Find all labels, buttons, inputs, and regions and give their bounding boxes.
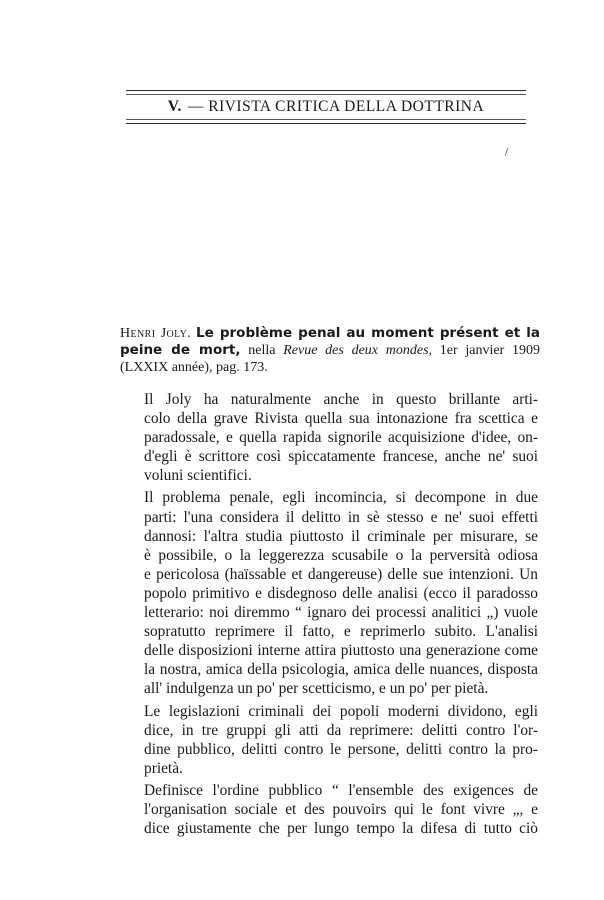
- text-line: Il problema penale, egli incomincia, si decompone in due: [144, 489, 538, 507]
- citation-title: Le problème penal au moment présent et la peine de mort,: [120, 325, 540, 358]
- text-line: letterario: noi diremmo “ ignaro dei processi analitici „) vuole: [144, 604, 538, 622]
- text-line: popolo primitivo e disdegnoso delle analisi (ecco il paradosso: [144, 584, 538, 602]
- text-line: prietà.: [144, 759, 183, 777]
- paragraph-2: [120, 488, 538, 698]
- citation-in: nella: [248, 343, 276, 358]
- paragraph-4: [120, 781, 538, 838]
- text-line: sopratutto reprimere il fatto, e reprimerlo subito. L'analisi: [144, 623, 538, 641]
- text-line: Le legislazioni criminali dei popoli moderni dividono, egli: [144, 702, 538, 720]
- text-line: paradossale, e quella rapida signorile acquisizione d'idee, on-: [144, 429, 538, 447]
- section-title: — RIVISTA CRITICA DELLA DOTTRINA: [187, 98, 485, 115]
- citation-journal: Revue des deux mondes,: [283, 343, 433, 358]
- text-line: delle disposizioni interne attira piuttosto una generazione come: [144, 642, 538, 660]
- bibliographic-citation: [120, 325, 540, 376]
- text-line: voluni scientifici.: [144, 467, 252, 485]
- text-line: d'egli è scrittore così spiccatamente francese, anche ne' suoi: [144, 448, 538, 466]
- header-rule-bottom: [126, 123, 526, 124]
- text-line: Il Joly ha naturalmente anche in questo brillante arti-: [144, 391, 538, 408]
- text-line: all' indulgenza un po' per scetticismo, e un po' per pietà.: [144, 680, 489, 698]
- text-line: dine pubblico, delitti contro le persone, delitti contro la pro-: [144, 740, 538, 758]
- text-line: dice, in tre gruppi gli atti da reprimere: delitti contro l'or-: [144, 721, 538, 739]
- text-line: la nostra, amica della psicologia, amica delle nuances, disposta: [144, 661, 538, 679]
- text-line: dannosi: l'altra studia piuttosto il criminale per misurare, se: [144, 527, 538, 545]
- text-line: dice giustamente che per lungo tempo la difesa di tutto ciò: [144, 820, 538, 838]
- text-line: colo della grave Rivista quella sua intonazione fra scettica e: [144, 410, 538, 428]
- page-title: [126, 95, 526, 119]
- paragraph-1: [120, 390, 538, 485]
- running-header: [126, 90, 526, 124]
- text-line: l'organisation sociale et des pouvoirs qui le font vivre „, e: [144, 800, 538, 818]
- article-body: [120, 390, 538, 841]
- text-line: Definisce l'ordine pubblico “ l'ensemble des exigences de: [144, 781, 538, 799]
- text-line: è possibile, o la leggerezza scusabile o la perversità odiosa: [144, 546, 538, 564]
- text-line: parti: l'una considera il delitto in sè stesso e ne' suoi effetti: [144, 508, 538, 526]
- citation-details: 1er janvier 1909 (LXXIX année), pag. 173.: [120, 343, 541, 375]
- stray-mark: [505, 148, 509, 156]
- section-number: V.: [167, 98, 182, 115]
- text-line: e pericolosa (haïssable et dangereuse) delle sue intenzioni. Un: [144, 565, 538, 583]
- citation-author: Henri Joly.: [120, 326, 192, 341]
- paragraph-3: [120, 702, 538, 778]
